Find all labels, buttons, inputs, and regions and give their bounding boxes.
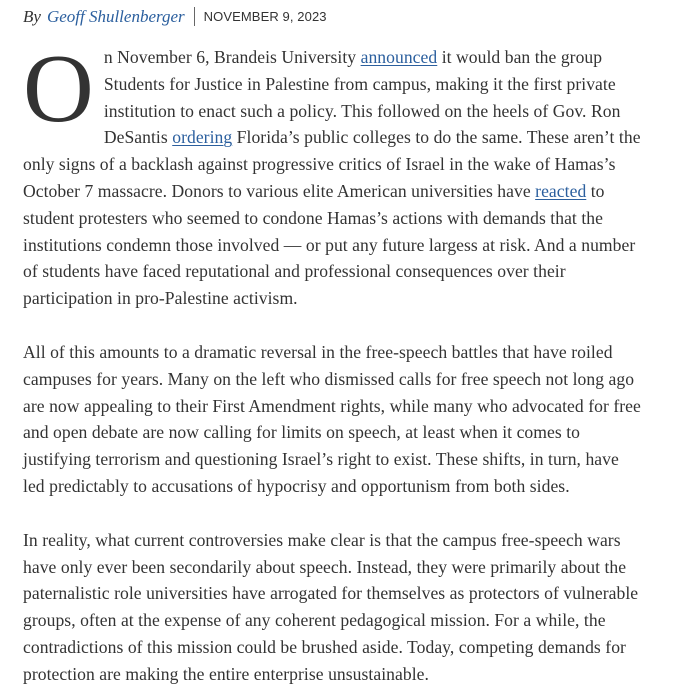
- drop-cap: O: [23, 35, 94, 143]
- reacted-link[interactable]: reacted: [535, 180, 587, 201]
- announced-link[interactable]: announced: [360, 47, 438, 67]
- publish-date: NOVEMBER 9, 2023: [203, 9, 327, 24]
- paragraph-1-text-2: it would ban the group Students for Justice in Palestine from campus, making it the first private institution to enact such a policy. This followed on the heels of Gov. Ron DeSantis: [103, 47, 621, 148]
- author-link[interactable]: Geoff Shullenberger: [46, 6, 185, 26]
- paragraph-1-text-3: Florida’s public colleges to do the same. These aren’t the only signs of a backlash against progressive critics of Israel in the wake of Hamas’s October 7 massacre. Donors to various elite American universities have: [23, 127, 641, 201]
- paragraph-1: [23, 35, 643, 312]
- byline: [23, 0, 643, 33]
- byline-divider: [194, 7, 195, 26]
- paragraph-3: In reality, what current controversies make clear is that the campus free-speech wars have only ever been secondarily about speech. Instead, they were primarily about the paternalistic role universities have arrogated for themselves as protectors of vulnerable groups, often at the expense of any coherent pedagogical mission. For a while, the contradictions of this mission could be brushed aside. Today, competing demands for protection are making the entire enterprise unsustainable.: [23, 529, 639, 684]
- paragraph-1-text-4: to student protesters who seemed to condone Hamas’s actions with demands that the institutions condemn those involved — or put any future largess at risk. And a number of students have faced reputational and professional consequences over their participation in pro-Palestine activism.: [23, 180, 636, 309]
- ordering-link[interactable]: ordering: [172, 127, 233, 148]
- paragraph-1-text-1: n November 6, Brandeis University: [103, 47, 361, 67]
- paragraph-2: All of this amounts to a dramatic reversal in the free-speech battles that have roiled campuses for years. Many on the left who dismissed calls for free speech not long ago are now appealing to their First Amendment rights, while many who advocated for free and open debate are now calling for limits on speech, at least when it comes to justifying terrorism and questioning Israel’s right to exist. These shifts, in turn, have led predictably to accusations of hypocrisy and opportunism from both sides.: [23, 341, 641, 496]
- byline-by-label: By: [23, 6, 41, 26]
